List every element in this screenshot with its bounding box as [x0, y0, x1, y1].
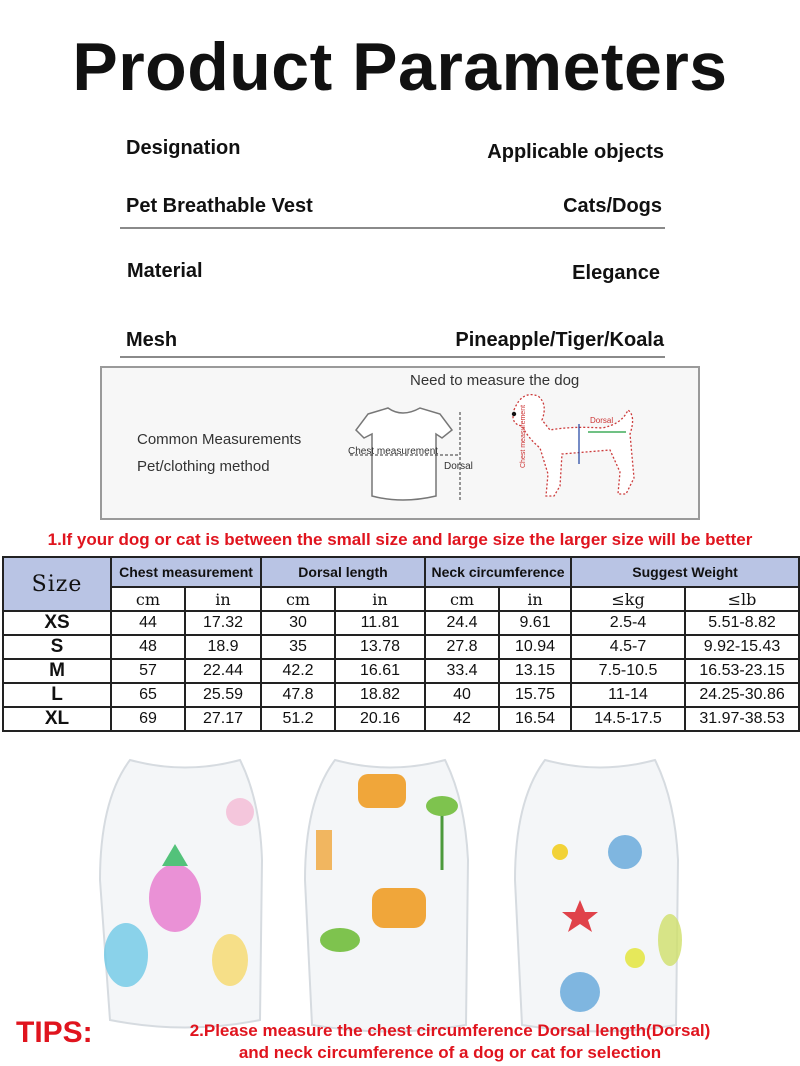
size-cell: L: [3, 683, 111, 707]
unit-cell: in: [499, 587, 571, 611]
pineapple-blue-icon: [104, 923, 148, 987]
elegance-label: Elegance: [572, 262, 660, 284]
table-cell: 31.97-38.53: [685, 707, 799, 731]
table-row: [3, 659, 799, 683]
weight-header: Suggest Weight: [571, 557, 799, 587]
table-cell: 24.4: [425, 611, 499, 635]
dog-outline: [513, 395, 634, 496]
table-cell: 69: [111, 707, 185, 731]
pineapple-yellow-icon: [212, 934, 248, 986]
table-cell: 44: [111, 611, 185, 635]
tips-line-2: and neck circumference of a dog or cat for selection: [238, 1043, 662, 1062]
table-cell: 16.61: [335, 659, 425, 683]
table-cell: 2.5-4: [571, 611, 685, 635]
size-table: [2, 556, 800, 732]
unit-cell: in: [185, 587, 261, 611]
table-cell: 11-14: [571, 683, 685, 707]
clothing-method: Pet/clothing method: [137, 458, 270, 475]
designation-label: Designation: [126, 137, 241, 159]
palm-tree-icon: [320, 928, 360, 952]
table-cell: 57: [111, 659, 185, 683]
tips-line-1: 2.Please measure the chest circumference Dorsal length(Dorsal): [189, 1021, 711, 1040]
vest-product-images: [90, 740, 710, 1040]
dorsal-label: Dorsal: [444, 461, 473, 472]
table-row: [3, 611, 799, 635]
table-cell: 16.53-23.15: [685, 659, 799, 683]
divider: [120, 227, 665, 229]
snail-icon: [625, 948, 645, 968]
tiger-icon: [372, 888, 426, 928]
chest-label: Chest measurement: [348, 446, 439, 457]
dog-chest-label: Chest measurement: [520, 404, 527, 468]
table-cell: 7.5-10.5: [571, 659, 685, 683]
divider: [120, 356, 665, 358]
designation-value: Pet Breathable Vest: [126, 195, 313, 217]
table-cell: 22.44: [185, 659, 261, 683]
table-cell: 25.59: [185, 683, 261, 707]
table-cell: 18.9: [185, 635, 261, 659]
snail-icon: [552, 844, 568, 860]
dorsal-header: Dorsal length: [261, 557, 425, 587]
table-cell: 42: [425, 707, 499, 731]
unit-cell: in: [335, 587, 425, 611]
size-cell: XL: [3, 707, 111, 731]
table-cell: 47.8: [261, 683, 335, 707]
table-cell: 9.61: [499, 611, 571, 635]
applicable-label: Applicable objects: [487, 141, 664, 163]
table-row: [3, 635, 799, 659]
tiger-vest: [305, 760, 468, 1032]
table-cell: 14.5-17.5: [571, 707, 685, 731]
size-cell: XS: [3, 611, 111, 635]
table-cell: 13.15: [499, 659, 571, 683]
tips-label: TIPS:: [16, 1016, 93, 1049]
table-cell: 5.51-8.82: [685, 611, 799, 635]
measurement-guide: [100, 366, 700, 520]
unit-cell: ≤kg: [571, 587, 685, 611]
table-cell: 27.8: [425, 635, 499, 659]
pineapple-pink-icon: [149, 864, 201, 932]
table-cell: 24.25-30.86: [685, 683, 799, 707]
measure-heading: Need to measure the dog: [410, 372, 580, 389]
table-cell: 20.16: [335, 707, 425, 731]
table-cell: 11.81: [335, 611, 425, 635]
material-label: Material: [127, 260, 203, 282]
common-measurements: Common Measurements: [137, 431, 302, 448]
table-row: [3, 707, 799, 731]
size-cell: M: [3, 659, 111, 683]
table-cell: 48: [111, 635, 185, 659]
pineapple-vest: [100, 760, 262, 1028]
applicable-value: Cats/Dogs: [563, 195, 662, 217]
page-title: Product Parameters: [72, 29, 728, 105]
dog-nose: [512, 412, 516, 416]
table-cell: 35: [261, 635, 335, 659]
table-cell: 17.32: [185, 611, 261, 635]
size-cell: S: [3, 635, 111, 659]
material-value: Mesh: [126, 329, 178, 351]
size-header: Size: [3, 557, 111, 611]
table-cell: 51.2: [261, 707, 335, 731]
unit-cell: cm: [425, 587, 499, 611]
table-row: [3, 683, 799, 707]
chest-header: Chest measurement: [111, 557, 261, 587]
table-cell: 30: [261, 611, 335, 635]
table-cell: 27.17: [185, 707, 261, 731]
unit-cell: ≤lb: [685, 587, 799, 611]
table-cell: 33.4: [425, 659, 499, 683]
table-cell: 65: [111, 683, 185, 707]
dog-dorsal-label: Dorsal: [590, 416, 614, 425]
table-cell: 18.82: [335, 683, 425, 707]
koala-icon: [608, 835, 642, 869]
table-cell: 9.92-15.43: [685, 635, 799, 659]
palm-tree-icon: [426, 796, 458, 816]
table-cell: 40: [425, 683, 499, 707]
koala-icon: [560, 972, 600, 1012]
table-cell: 42.2: [261, 659, 335, 683]
table-cell: 15.75: [499, 683, 571, 707]
elegance-value: Pineapple/Tiger/Koala: [455, 329, 664, 351]
tiger-icon: [358, 774, 406, 808]
unit-cell: cm: [111, 587, 185, 611]
table-cell: 13.78: [335, 635, 425, 659]
neck-header: Neck circumference: [425, 557, 571, 587]
size-note: 1.If your dog or cat is between the small size and large size the larger size will be better: [47, 530, 753, 549]
unit-cell: cm: [261, 587, 335, 611]
tips-text: [120, 1020, 780, 1064]
table-cell: 16.54: [499, 707, 571, 731]
table-cell: 10.94: [499, 635, 571, 659]
koala-vest: [515, 760, 682, 1032]
table-cell: 4.5-7: [571, 635, 685, 659]
